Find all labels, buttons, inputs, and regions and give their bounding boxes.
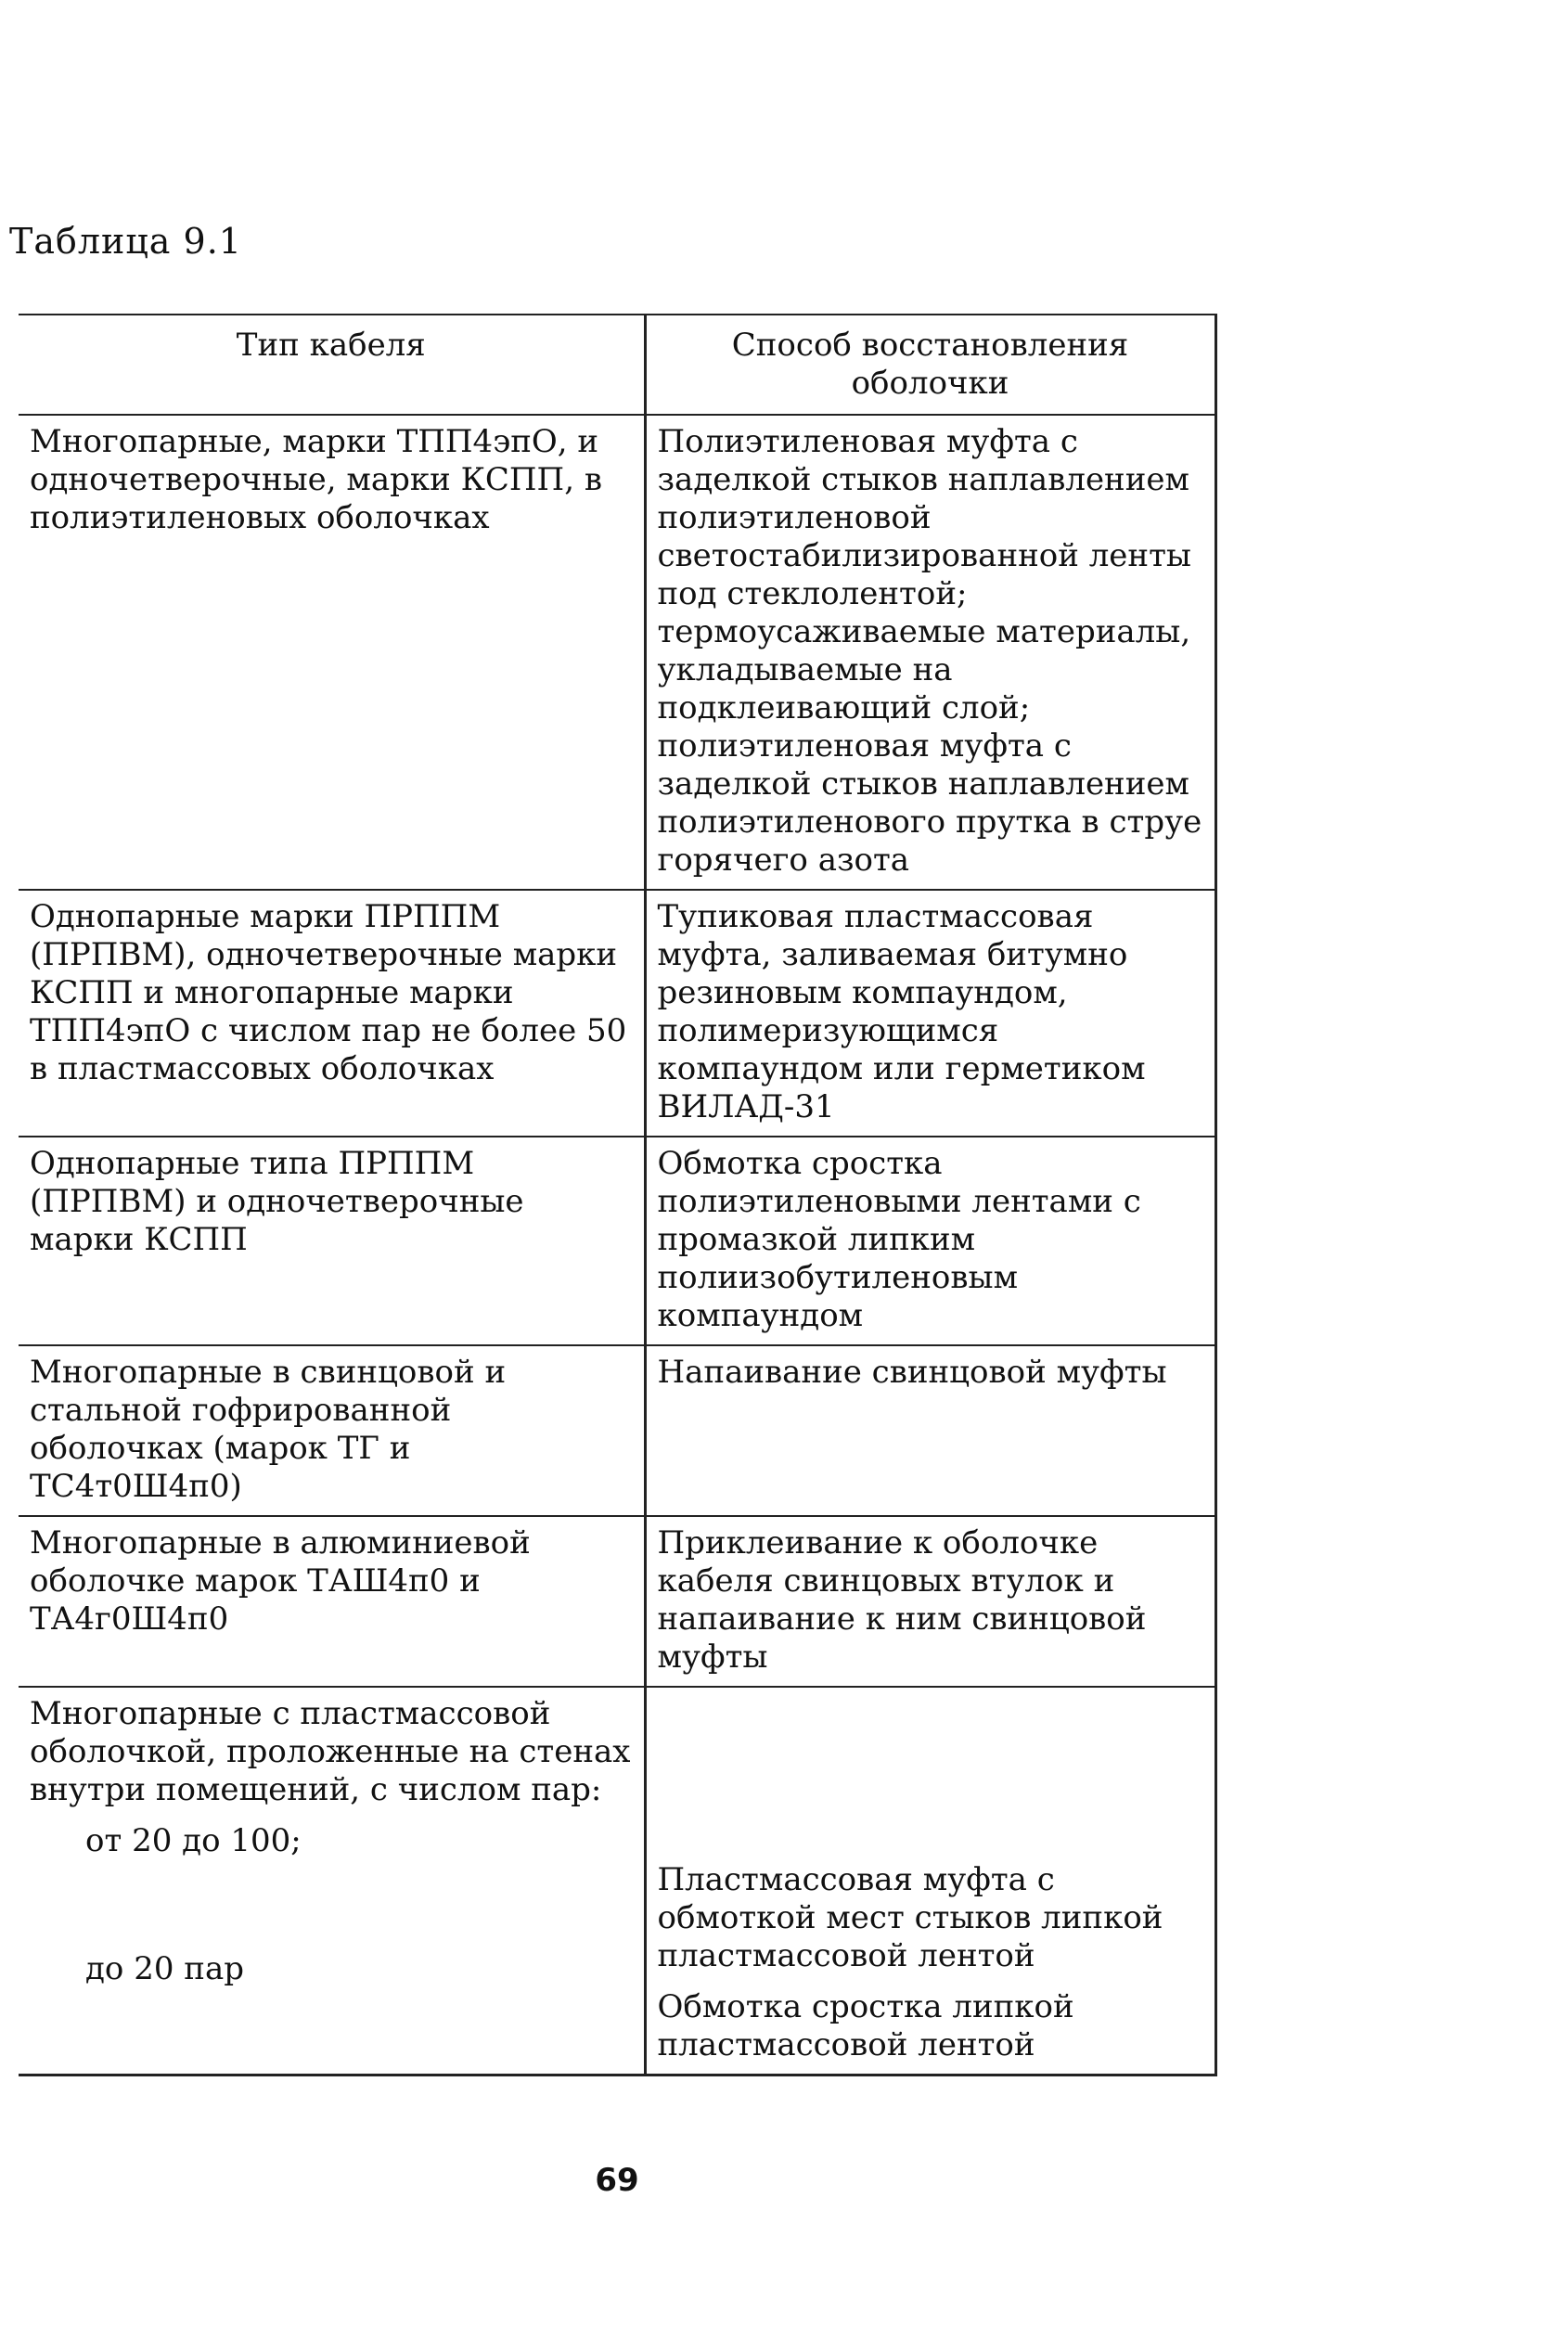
- table-row: [19, 415, 1215, 890]
- pair-count-under-20: до 20 пар: [85, 1950, 244, 1987]
- page-number: 69: [595, 2162, 639, 2199]
- cell-cable-type: Многопарные, марки ТПП4эпО, и одночетверочные, марки КСПП, в полиэтиленовых оболочках: [19, 415, 645, 890]
- cable-type-intro: Многопарные с пластмассовой оболочкой, проложенные на стенах внутри помещений, с числом пар:: [30, 1695, 631, 1808]
- cell-restoration-method: Обмотка сростка полиэтиленовыми лентами с промазкой липким полиизобутиленовым компаундом: [645, 1137, 1215, 1345]
- table-row: [19, 1687, 1215, 2075]
- cell-restoration-method: [645, 1687, 1215, 2075]
- cell-cable-type: Однопарные марки ПРППМ (ПРПВМ), одночетверочные марки КСПП и многопарные марки ТПП4эпО с числом пар не более 50 в пластмассовых оболочках: [19, 890, 645, 1137]
- table-row: [19, 890, 1215, 1137]
- cell-cable-type: Многопарные в алюминиевой оболочке марок ТАШ4п0 и ТА4г0Ш4п0: [19, 1516, 645, 1687]
- cell-cable-type: Однопарные типа ПРППМ (ПРПВМ) и одночетверочные марки КСПП: [19, 1137, 645, 1345]
- table-row: [19, 1137, 1215, 1345]
- table-row: [19, 1345, 1215, 1516]
- table-caption: Таблица 9.1: [9, 221, 242, 262]
- table-header-row: [19, 315, 1215, 415]
- cell-restoration-method: Напаивание свинцовой муфты: [645, 1345, 1215, 1516]
- pair-count-20-100: от 20 до 100;: [85, 1822, 302, 1859]
- cell-restoration-method: Тупиковая пластмассовая муфта, заливаемая битумно резиновым компаундом, полимеризующимся компаундом или герметиком ВИЛАД-31: [645, 890, 1215, 1137]
- header-restoration-method: Способ восстановления оболочки: [645, 315, 1215, 415]
- cell-restoration-method: Приклеивание к оболочке кабеля свинцовых втулок и напаивание к ним свинцовой муфты: [645, 1516, 1215, 1687]
- method-20-100: Пластмассовая муфта с обмоткой мест стыков липкой пластмассовой лентой: [657, 1861, 1163, 1974]
- cell-cable-type: [19, 1687, 645, 2075]
- cell-cable-type: Многопарные в свинцовой и стальной гофрированной оболочках (марок ТГ и ТС4т0Ш4п0): [19, 1345, 645, 1516]
- table-row: [19, 1516, 1215, 1687]
- cell-restoration-method: Полиэтиленовая муфта с заделкой стыков наплавлением полиэтиленовой светостабилизированной ленты под стеклолентой; термоусаживаемые материалы, укладываемые на подклеивающий слой; полиэтиленовая муфта с заделкой стыков наплавлением полиэтиленового прутка в струе горячего азота: [645, 415, 1215, 890]
- method-under-20: Обмотка сростка липкой пластмассовой лентой: [657, 1988, 1074, 2063]
- header-cable-type: Тип кабеля: [19, 315, 645, 415]
- cable-table: [19, 314, 1217, 2076]
